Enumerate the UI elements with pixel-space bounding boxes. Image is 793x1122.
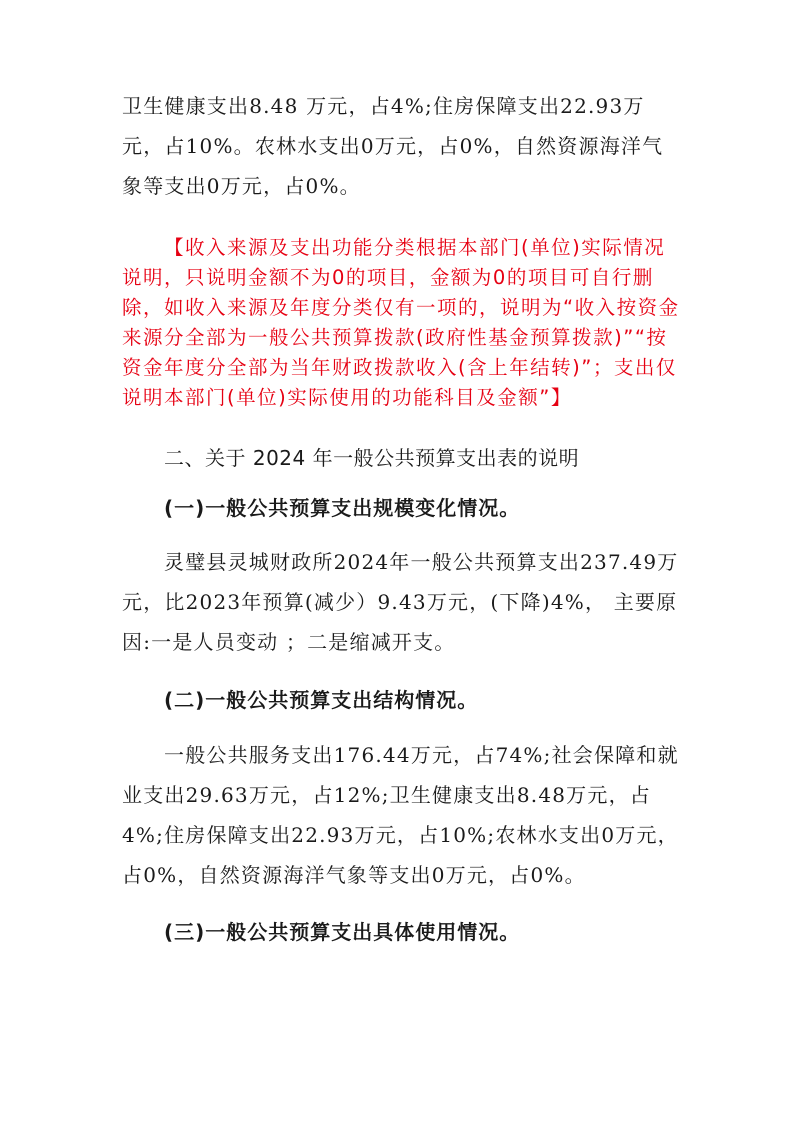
red-instruction-note: 【收入来源及支出功能分类根据本部门(单位)实际情况说明，只说明金额不为0的项目，金额为0的项目可自行删除，如收入来源及年度分类仅有一项的，说明为“收入按资金来源分全部为一般公共预算拨款(政府性基金预算拨款)”“按资金年度分全部为当年财政拨款收入(含上年结转)”；支出仅说明本部门(单位)实际使用的功能科目及金额”】 [122, 236, 680, 409]
subheading-specific-use: (三)一般公共预算支出具体使用情况。 [164, 920, 521, 944]
section-heading-2: 二、关于 2024 年一般公共预算支出表的说明 [164, 446, 580, 470]
subheading-structure: (二)一般公共预算支出结构情况。 [164, 688, 479, 712]
paragraph-health-housing-expenditure: 卫生健康支出8.48 万元，占4%;住房保障支出22.93万元，占10%。农林水支出0万元，占0%，自然资源海洋气象等支出0万元，占0%。 [122, 94, 664, 198]
subheading-scale-change: (一)一般公共预算支出规模变化情况。 [164, 496, 521, 520]
paragraph-structure: 一般公共服务支出176.44万元，占74%;社会保障和就业支出29.63万元，占12%;卫生健康支出8.48万元，占4%;住房保障支出22.93万元，占10%;农林水支出0万元，占0%，自然资源海洋气象等支出0万元，占0%。 [122, 743, 679, 887]
paragraph-scale-change: 灵璧县灵城财政所2024年一般公共预算支出237.49万元，比2023年预算(减少）9.43万元，(下降)4%， 主要原因:一是人员变动 ；二是缩减开支。 [122, 550, 679, 654]
